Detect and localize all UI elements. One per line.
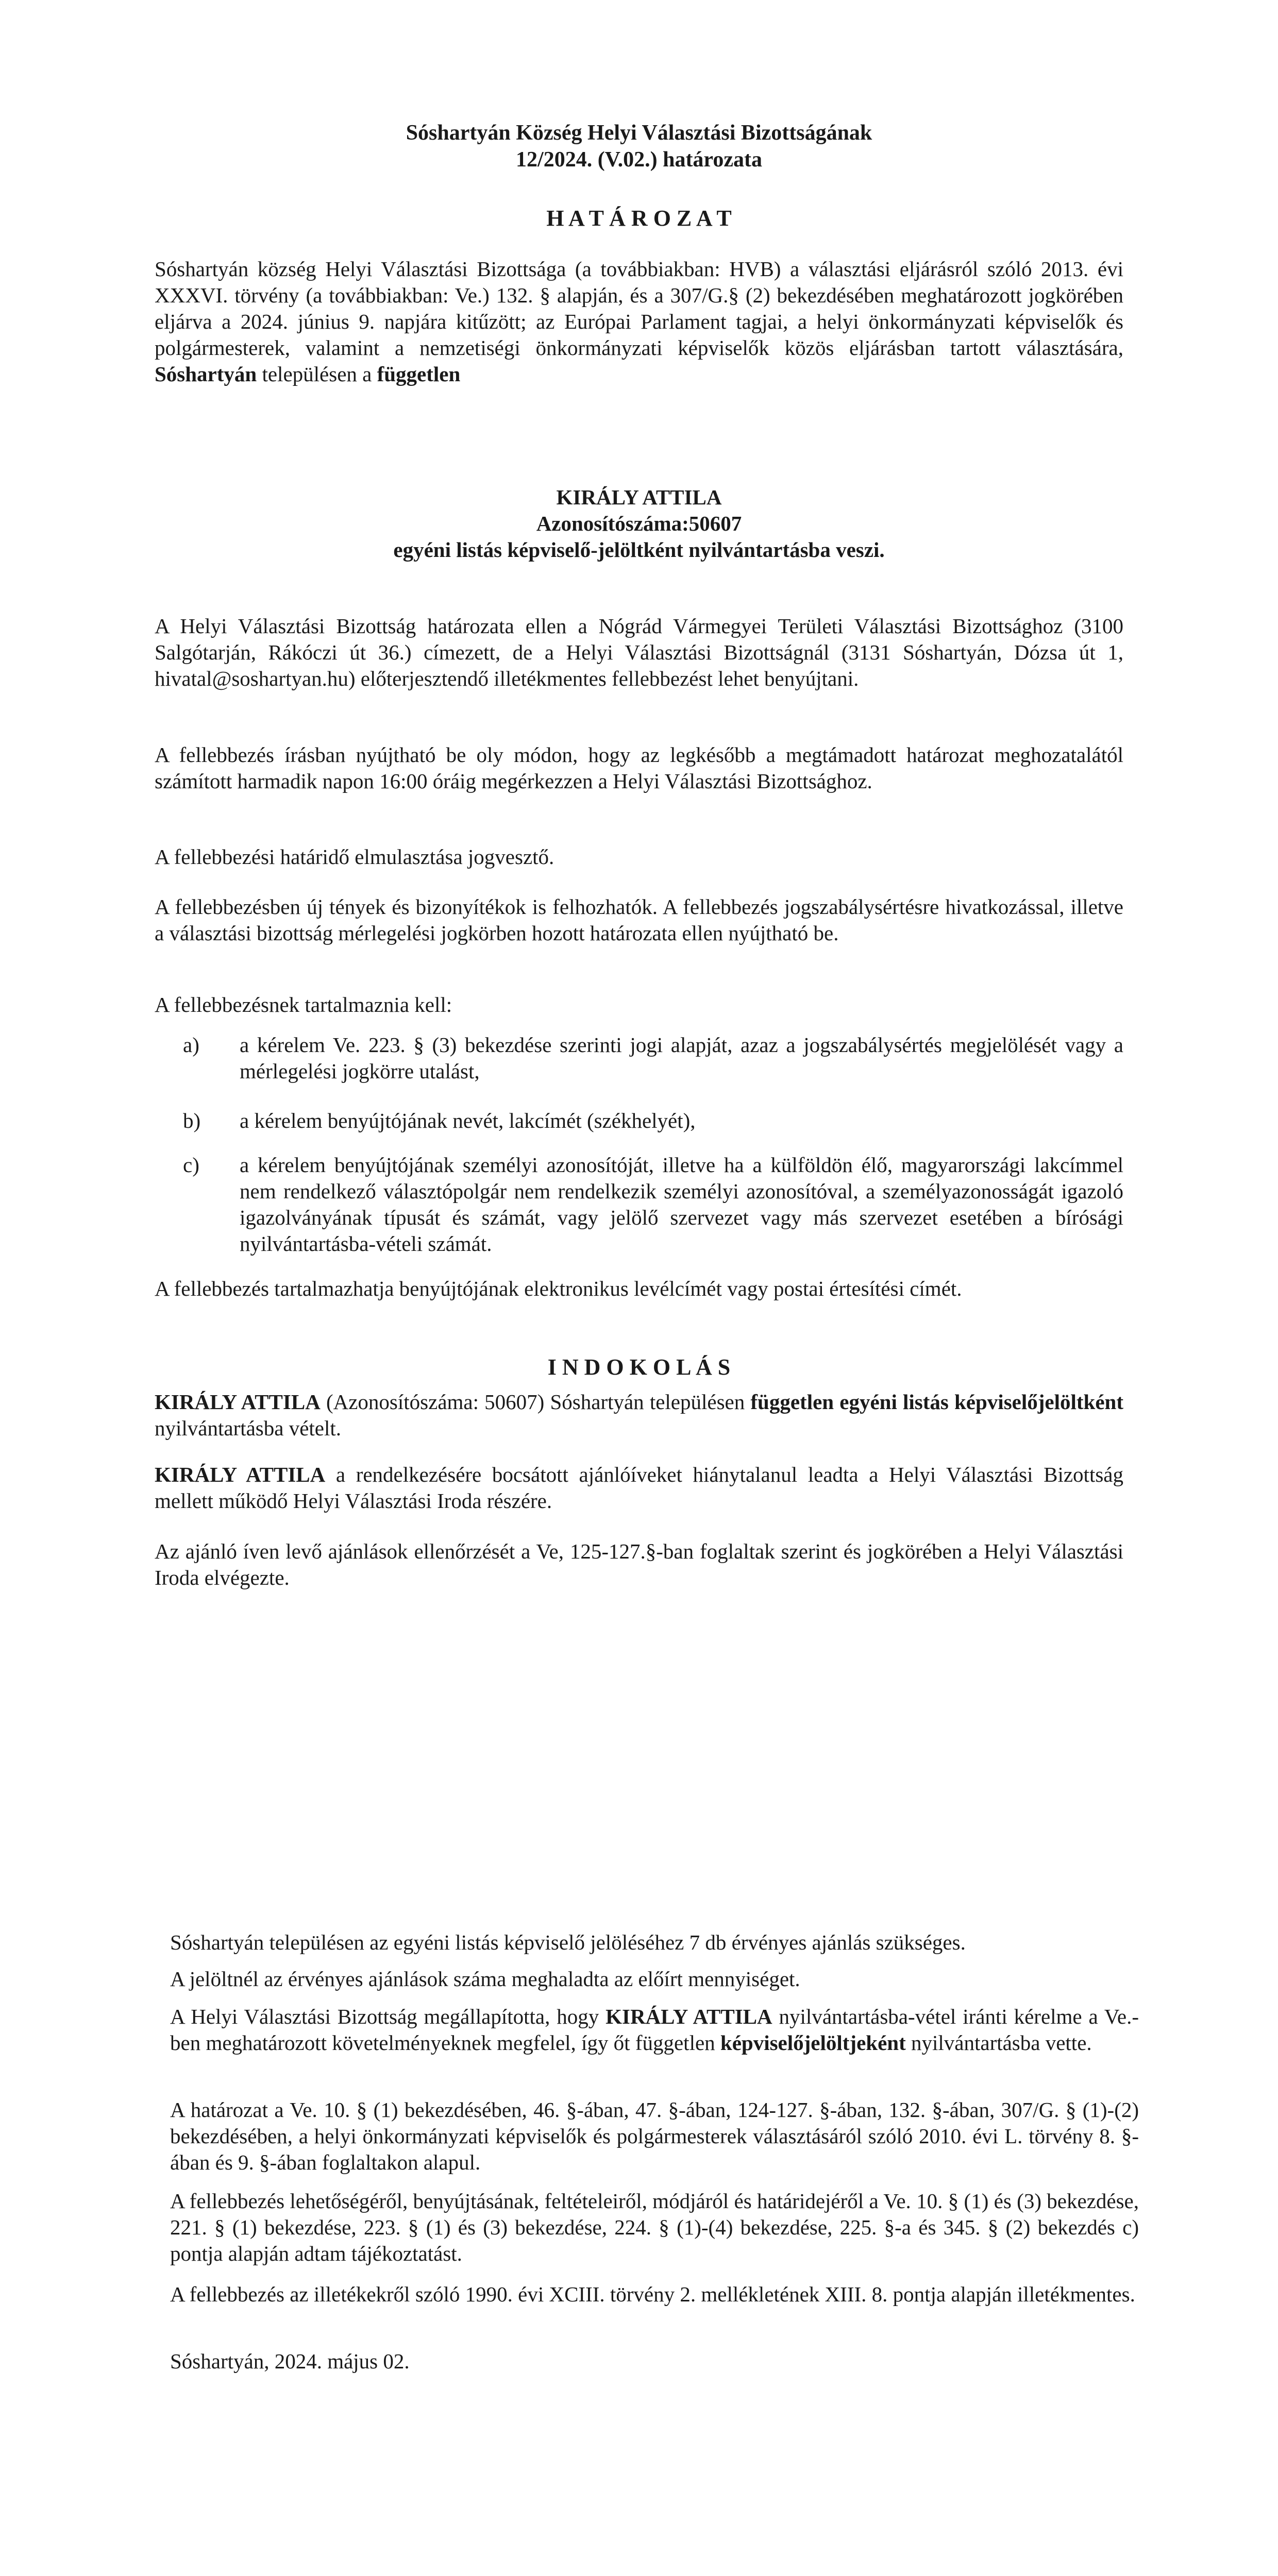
appeal-paragraph-1: A Helyi Választási Bizottság határozata ellen a Nógrád Vármegyei Területi Választási Bizottsághoz (3100 Salgótarján, Rákóczi út 36.) címezett, de a Helyi Választási Bizottságnál (3131 Sóshartyán, Dózsa út 1, hivatal@soshartyan.hu) előterjesztendő illetékmentes fellebbezést lehet benyújtani. bbox=[155, 614, 1123, 690]
header-line2: 12/2024. (V.02.) határozata bbox=[516, 148, 762, 172]
appeal-paragraph-5: A fellebbezésnek tartalmaznia kell: bbox=[155, 993, 452, 1016]
header-line1: Sóshartyán Község Helyi Választási Bizottságának bbox=[406, 121, 872, 145]
intro-text2: településen a bbox=[262, 362, 372, 386]
indok2-text: a rendelkezésére bocsátott ajánlóíveket hiánytalanul leadta a Helyi Választási Bizottság mellett működő Helyi Választási Iroda részére. bbox=[155, 1463, 1123, 1513]
intro-text: Sóshartyán község Helyi Választási Bizottsága (a továbbiakban: HVB) a választási eljárásról szóló 2013. évi XXXVI. törvény (a továbbiakban: Ve.) 132. § alapján, és a 307/G.§ (2) bekezdésében meghatározott jogkörében eljárva a 2024. június 9. napjára kitűzött; az Európai Parlament tagjai, a helyi önkormányzati képviselők és polgármesterek, valamint a nemzetiségi önkormányzati képviselők közös eljárásban tartott választására, bbox=[155, 257, 1123, 360]
list-text-c: a kérelem benyújtójának személyi azonosítóját, illetve ha a külföldön élő, magyarországi lakcímmel nem rendelkező választópolgár nem rendelkezik személyi azonosítóval, a személyazonosságát igazoló igazolványának típusát és számát, vagy jelölő szervezet vagy más szervezet esetében a bírósági nyilvántartásba-vételi számát. bbox=[240, 1153, 1123, 1256]
list-marker-b: b) bbox=[183, 1109, 201, 1132]
indok1-text: (Azonosítószáma: 50607) Sóshartyán településen bbox=[326, 1390, 745, 1414]
page2-paragraph-3 bbox=[170, 2004, 1139, 2056]
candidate-decision: egyéni listás képviselő-jelöltként nyilvántartásba veszi. bbox=[393, 538, 885, 562]
page2-p3-name: KIRÁLY ATTILA bbox=[606, 2005, 772, 2028]
indokolas-title: I N D O K O L Á S bbox=[547, 1354, 731, 1380]
list-item-a bbox=[183, 1032, 1123, 1084]
intro-fuggetlen: független bbox=[377, 362, 461, 386]
place-date: Sóshartyán, 2024. május 02. bbox=[170, 2349, 410, 2373]
list-text-a: a kérelem Ve. 223. § (3) bekezdése szerinti jogi alapját, azaz a jogszabálysértés megjelölését vagy a mérlegelési jogkörre utalást, bbox=[240, 1033, 1123, 1083]
indok1-bold: független egyéni listás képviselőjelöltként bbox=[750, 1390, 1123, 1414]
appeal-paragraph-4: A fellebbezésben új tények és bizonyítékok is felhozhatók. A fellebbezés jogszabálysértésre hivatkozással, illetve a választási bizottság mérlegelési jogkörben hozott határozata ellen nyújtható be. bbox=[155, 895, 1123, 945]
indok2-name: KIRÁLY ATTILA bbox=[155, 1463, 326, 1486]
list-marker-a: a) bbox=[183, 1033, 199, 1057]
list-marker-c: c) bbox=[183, 1153, 199, 1177]
list-text-b: a kérelem benyújtójának nevét, lakcímét (székhelyét), bbox=[240, 1109, 696, 1132]
indok1-name: KIRÁLY ATTILA bbox=[155, 1390, 321, 1414]
page2-paragraph-6: A fellebbezés az illetékekről szóló 1990. évi XCIII. törvény 2. mellékletének XIII. 8. pontja alapján illetékmentes. bbox=[170, 2282, 1135, 2306]
indok-paragraph-3: Az ajánló íven levő ajánlások ellenőrzését a Ve, 125-127.§-ban foglaltak szerint és jogkörében a Helyi Választási Iroda elvégezte. bbox=[155, 1539, 1123, 1589]
page2-paragraph-2: A jelöltnél az érvényes ajánlások száma meghaladta az előírt mennyiséget. bbox=[170, 1967, 800, 1991]
intro-paragraph bbox=[155, 256, 1123, 387]
page2-paragraph-4: A határozat a Ve. 10. § (1) bekezdésében, 46. §-ában, 47. §-ában, 124-127. §-ában, 132. §-ában, 307/G. § (1)-(2) bekezdésében, a helyi önkormányzati képviselők és polgármesterek választásáról szóló 2010. évi L. törvény 8. §-ában és 9. §-ában foglaltakon alapul. bbox=[170, 2098, 1139, 2174]
appeal-paragraph-2: A fellebbezés írásban nyújtható be oly módon, hogy az legkésőbb a megtámadott határozat meghozatalától számított harmadik napon 16:00 óráig megérkezzen a Helyi Választási Bizottsághoz. bbox=[155, 743, 1123, 793]
indok1-text2: nyilvántartásba vételt. bbox=[155, 1416, 342, 1440]
page2-paragraph-5: A fellebbezés lehetőségéről, benyújtásának, feltételeiről, módjáról és határidejéről a Ve. 10. § (1) és (3) bekezdése, 221. § (1) bekezdése, 223. § (1) és (3) bekezdése, 224. § (1)-(4) bekezdése, 225. §-a és 345. § (2) bekezdés c) pontja alapján adtam tájékoztatást. bbox=[170, 2189, 1139, 2265]
after-list-paragraph: A fellebbezés tartalmazhatja benyújtójának elektronikus levélcímét vagy postai értesítési címét. bbox=[155, 1277, 962, 1300]
candidate-id: Azonosítószáma:50607 bbox=[536, 512, 742, 535]
intro-place: Sóshartyán bbox=[155, 362, 257, 386]
page2-p3-bold: képviselőjelöltjeként bbox=[720, 2031, 906, 2055]
page2-p3-text3: nyilvántartásba vette. bbox=[911, 2031, 1092, 2055]
page2-p3-text: A Helyi Választási Bizottság megállapította, hogy bbox=[170, 2005, 599, 2028]
indok-paragraph-1 bbox=[155, 1389, 1123, 1442]
appeal-paragraph-3: A fellebbezési határidő elmulasztása jogvesztő. bbox=[155, 845, 554, 869]
page2-paragraph-1: Sóshartyán településen az egyéni listás képviselő jelöléséhez 7 db érvényes ajánlás szükséges. bbox=[170, 1930, 966, 1954]
candidate-name: KIRÁLY ATTILA bbox=[556, 485, 722, 509]
hatarozat-title: H A T Á R O Z A T bbox=[546, 206, 732, 231]
list-item-c bbox=[183, 1152, 1123, 1257]
list-item-b bbox=[183, 1108, 1123, 1134]
indok-paragraph-2 bbox=[155, 1462, 1123, 1514]
page2-p3-text2: nyilvántartásba-vétel iránti kérelme a Ve.-ben meghatározott követelményeknek megfelel, így őt független bbox=[170, 2005, 1139, 2055]
